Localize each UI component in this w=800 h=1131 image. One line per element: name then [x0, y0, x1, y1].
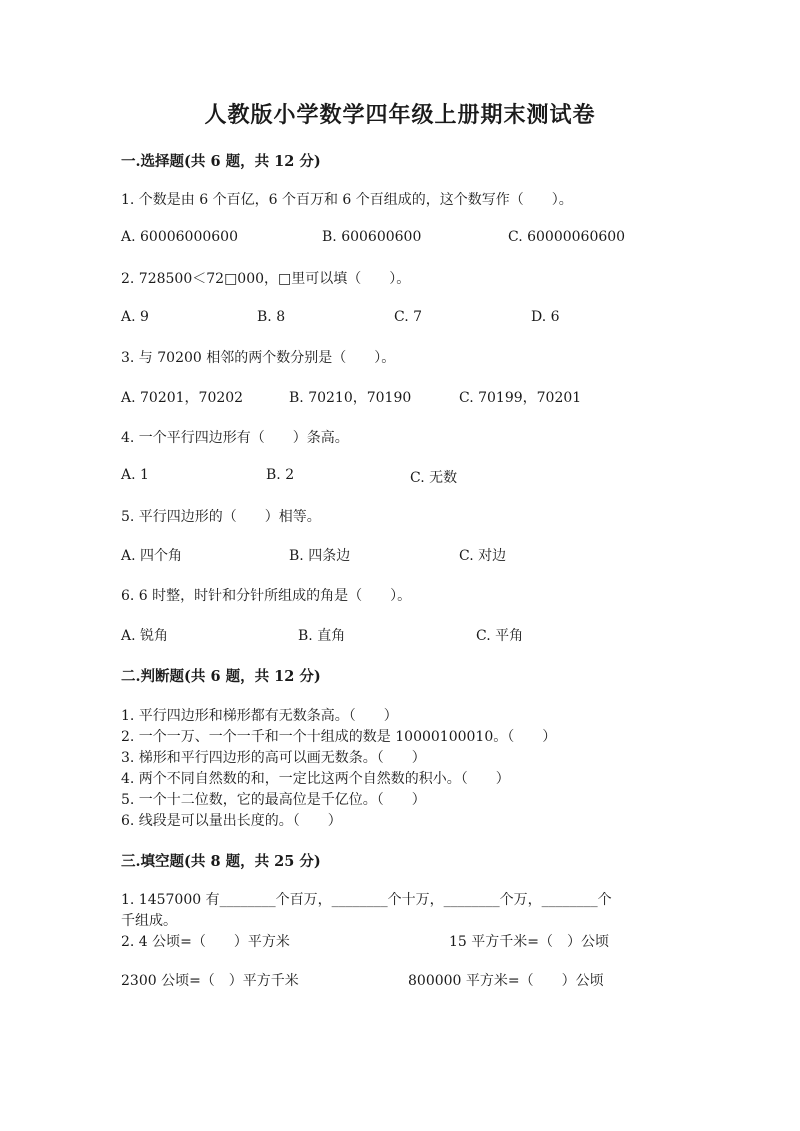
- page-title: 人教版小学数学四年级上册期末测试卷: [204, 102, 596, 128]
- option-b: B. 8: [257, 309, 286, 325]
- fill-question-2d: 800000 平方米=（ ）公顷: [408, 973, 604, 989]
- fill-question-1-continued: 千组成。: [121, 913, 177, 929]
- judgment-item: 5. 一个十二位数，它的最高位是千亿位。（ ）: [121, 792, 426, 808]
- section-heading-fill: 三.填空题(共 8 题，共 25 分): [121, 853, 321, 870]
- option-c: C. 7: [394, 309, 423, 325]
- fill-question-2b: 15 平方千米=（ ）公顷: [449, 934, 609, 950]
- option-a: A. 60006000600: [121, 229, 238, 245]
- option-a: A. 9: [121, 309, 149, 325]
- option-d: D. 6: [531, 309, 560, 325]
- option-a: A. 1: [121, 467, 149, 483]
- question-text: 4. 一个平行四边形有（ ）条高。: [121, 430, 349, 446]
- option-b: B. 70210，70190: [289, 390, 412, 406]
- judgment-item: 1. 平行四边形和梯形都有无数条高。（ ）: [121, 708, 398, 724]
- option-a: A. 70201，70202: [121, 390, 244, 406]
- option-c: C. 对边: [459, 548, 507, 564]
- question-text: 1. 个数是由 6 个百亿，6 个百万和 6 个百组成的，这个数写作（ ）。: [121, 192, 573, 208]
- option-c: C. 60000060600: [508, 229, 626, 245]
- option-b: B. 2: [266, 467, 295, 483]
- option-c: C. 无数: [410, 470, 458, 486]
- option-a: A. 锐角: [121, 628, 169, 644]
- option-c: C. 70199，70201: [459, 390, 582, 406]
- question-text: 6. 6 时整，时针和分针所组成的角是（ ）。: [121, 588, 412, 604]
- judgment-item: 6. 线段是可以量出长度的。（ ）: [121, 813, 342, 829]
- question-text: 2. 728500＜72□000，□里可以填（ ）。: [121, 271, 411, 287]
- section-heading-judgment: 二.判断题(共 6 题，共 12 分): [121, 668, 321, 685]
- question-text: 3. 与 70200 相邻的两个数分别是（ ）。: [121, 350, 396, 366]
- judgment-item: 4. 两个不同自然数的和，一定比这两个自然数的积小。（ ）: [121, 771, 510, 787]
- judgment-item: 3. 梯形和平行四边形的高可以画无数条。（ ）: [121, 750, 426, 766]
- option-b: B. 600600600: [322, 229, 422, 245]
- question-text: 5. 平行四边形的（ ）相等。: [121, 509, 321, 525]
- fill-question-2a: 2. 4 公顷=（ ）平方米: [121, 934, 290, 950]
- option-b: B. 直角: [298, 628, 346, 644]
- option-b: B. 四条边: [289, 548, 351, 564]
- option-c: C. 平角: [476, 628, 524, 644]
- fill-question-2c: 2300 公顷=（ ）平方千米: [121, 973, 299, 989]
- fill-question-1: 1. 1457000 有________个百万，________个十万，________个万，________个: [121, 892, 612, 908]
- option-a: A. 四个角: [121, 548, 183, 564]
- section-heading-choice: 一.选择题(共 6 题，共 12 分): [121, 153, 321, 170]
- judgment-item: 2. 一个一万、一个一千和一个十组成的数是 10000100010。（ ）: [121, 729, 557, 745]
